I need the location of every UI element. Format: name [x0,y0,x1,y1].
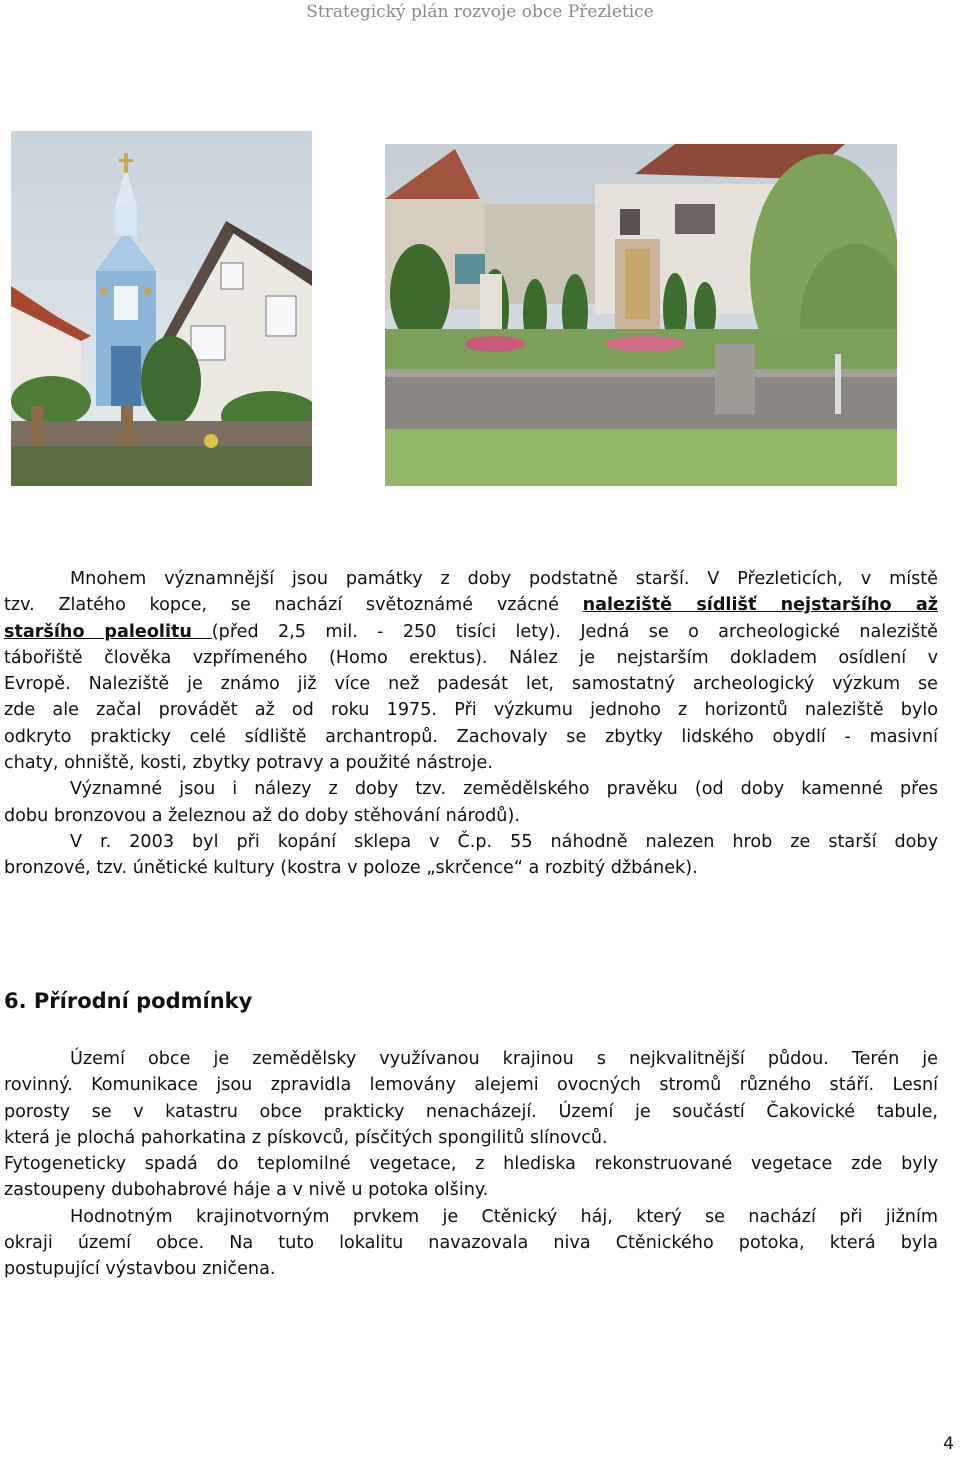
page-number: 4 [943,1434,954,1454]
text-line: chaty, ohniště, kosti, zbytky potravy a použité nástroje. [4,753,493,774]
text-line: která je plochá pahorkatina z pískovců, písčitých spongilitů slínovců. [4,1127,608,1148]
running-header: Strategický plán rozvoje obce Přezletice [306,2,654,22]
text-line: Fytogeneticky spadá do teplomilné vegetace, z hlediska rekonstruované vegetace zde byly [4,1154,938,1175]
text-line: Mnohem významnější jsou památky z doby podstatně starší. V Přezleticích, v místě [70,569,938,589]
text-line: dobu bronzovou a železnou až do doby stěhování národů). [4,805,520,826]
text-line: Hodnotným krajinotvorným prvkem je Ctěnický háj, který se nachází při jižním [70,1206,938,1227]
text-line: V r. 2003 byl při kopání sklepa v Č.p. 55 náhodně nalezen hrob ze starší doby [70,831,938,852]
nature-paragraph [4,1046,938,1283]
text-line: Evropě. Naleziště je známo již více než padesát let, samostatný archeologický výzkum se [4,674,938,695]
text-line: Významné jsou i nálezy z doby tzv. zemědělského pravěku (od doby kamenné přes [70,779,938,800]
text-line: okraji území obce. Na tuto lokalitu navazovala niva Ctěnického potoka, která byla [4,1233,938,1254]
text-line: (před 2,5 mil. - 250 tisíci lety). Jedná se o archeologické naleziště [211,621,938,642]
text-line: bronzové, tzv. únětické kultury (kostra v poloze „skrčence“ a rozbitý džbánek). [4,858,698,879]
memorial-photo [385,144,897,486]
text-line: porosty se v katastru obce prakticky nenacházejí. Území je součástí Čakovické tabule, [4,1101,938,1122]
text-line: zastoupeny dubohabrové háje a v nivě u potoka olšiny. [4,1180,489,1201]
text-line: tábořiště člověka vzpřímeného (Homo erektus). Nález je nejstarším dokladem osídlení v [4,647,938,668]
history-paragraph [4,566,938,882]
site-link-part[interactable]: staršího paleolitu [4,621,212,642]
text-line: Území obce je zemědělsky využívanou krajinou s nejkvalitnější půdou. Terén je [70,1049,938,1069]
chapel-photo [11,131,312,486]
text-line: zde ale začal provádět až od roku 1975. Při výzkumu jednoho z horizontů naleziště bylo [4,700,938,721]
text-line: odkryto prakticky celé sídliště archantropů. Zachovaly se zbytky lidského obydlí - masivní [4,726,938,747]
text-line: rovinný. Komunikace jsou zpravidla lemovány alejemi ovocných stromů různého stáří. Lesní [4,1075,938,1096]
text-line: tzv. Zlatého kopce, se nachází světoznámé vzácné [4,595,583,616]
site-link-part[interactable]: naleziště sídlišť nejstaršího až [582,595,938,616]
text-line: postupující výstavbou zničena. [4,1259,276,1280]
section-title: 6. Přírodní podmínky [4,989,253,1013]
